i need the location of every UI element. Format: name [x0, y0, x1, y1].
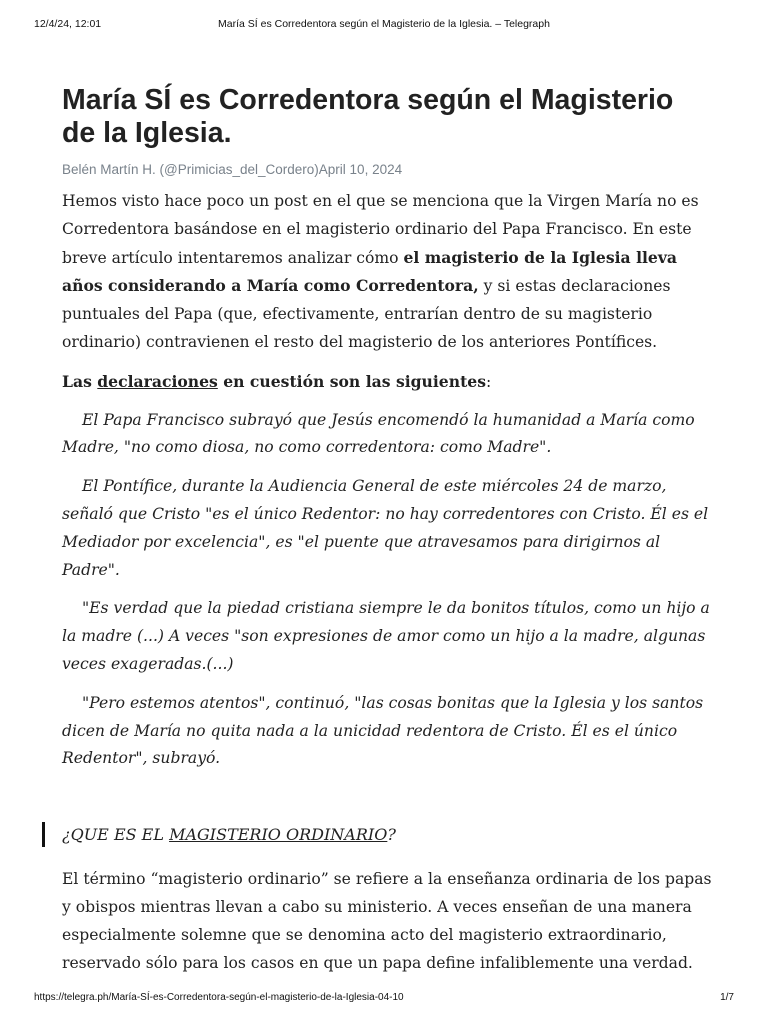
article-title: María SÍ es Corredentora según el Magisterio de la Iglesia.: [62, 84, 674, 149]
quote-1: El Papa Francisco subrayó que Jesús encomendó la humanidad a María como Madre, "no como diosa, no como corredentora: como Madre".: [62, 410, 695, 457]
section-bar: [42, 822, 45, 847]
section-suffix: ?: [387, 825, 396, 845]
intro-paragraph: [62, 188, 714, 357]
lead-text-c: :: [485, 372, 492, 391]
print-url: https://telegra.ph/María-SÍ-es-Corredentora-según-el-magisterio-de-la-Iglesia-04-10: [34, 992, 404, 1003]
intro-text-2: y si estas declaraciones puntuales del Papa (que, efectivamente, entrarían dentro de su magisterio ordinario) contravienen el resto del magisterio de los anteriores Pontífices.: [62, 277, 671, 351]
lead-paragraph: [62, 368, 714, 397]
lead-text-b: en cuestión son las siguientes: [217, 371, 486, 391]
intro-text-1: Hemos visto hace poco un post en el que se menciona que la Virgen María no es Corredentora basándose en el magisterio ordinario del Papa Francisco. En este breve artículo intentaremos analizar cómo: [62, 192, 699, 267]
magisterio-ordinario-link[interactable]: MAGISTERIO ORDINARIO: [169, 825, 388, 845]
quote-3: "Es verdad que la piedad cristiana siempre le da bonitos títulos, como un hijo a la madre (...) A veces "son expresiones de amor como un hijo a la madre, algunas veces exageradas.(...): [62, 599, 710, 673]
section-prefix: ¿QUE ES EL: [62, 825, 170, 845]
article: [62, 84, 714, 977]
quote-4: "Pero estemos atentos", continuó, "las cosas bonitas que la Iglesia y los santos dicen de María no quita nada a la unicidad redentora de Cristo. Él es el único Redentor", subrayó.: [62, 693, 704, 768]
magisterio-paragraph: El término “magisterio ordinario” se refiere a la enseñanza ordinaria de los papas y obispos mientras llevan a cabo su ministerio. A veces enseñan de una manera especialmente solemne que se denomina acto del magisterio extraordinario, reservado sólo para los casos en que un papa define infaliblemente una verdad.: [62, 870, 712, 972]
page-number: 1/7: [720, 992, 734, 1003]
print-page-title: María SÍ es Corredentora según el Magisterio de la Iglesia. – Telegraph: [218, 18, 550, 30]
section-heading: [62, 818, 714, 851]
declaraciones-link[interactable]: declaraciones: [97, 371, 218, 391]
intro-bold-text: el magisterio de la Iglesia lleva años considerando a María como Corredentora,: [62, 247, 678, 296]
print-date: 12/4/24, 12:01: [34, 18, 102, 30]
article-meta: Belén Martín H. (@Primicias_del_Cordero)April 10, 2024: [62, 162, 403, 177]
section-heading-block: [62, 818, 714, 851]
lead-text-a: Las: [62, 371, 98, 391]
quote-2: El Pontífice, durante la Audiencia General de este miércoles 24 de marzo, señaló que Cristo "es el único Redentor: no hay corredentores con Cristo. Él es el Mediador por excelencia", es "el puente que atravesamos para dirigirnos al Padre".: [62, 477, 709, 579]
print-header: [34, 18, 734, 32]
print-footer: [34, 992, 734, 1006]
